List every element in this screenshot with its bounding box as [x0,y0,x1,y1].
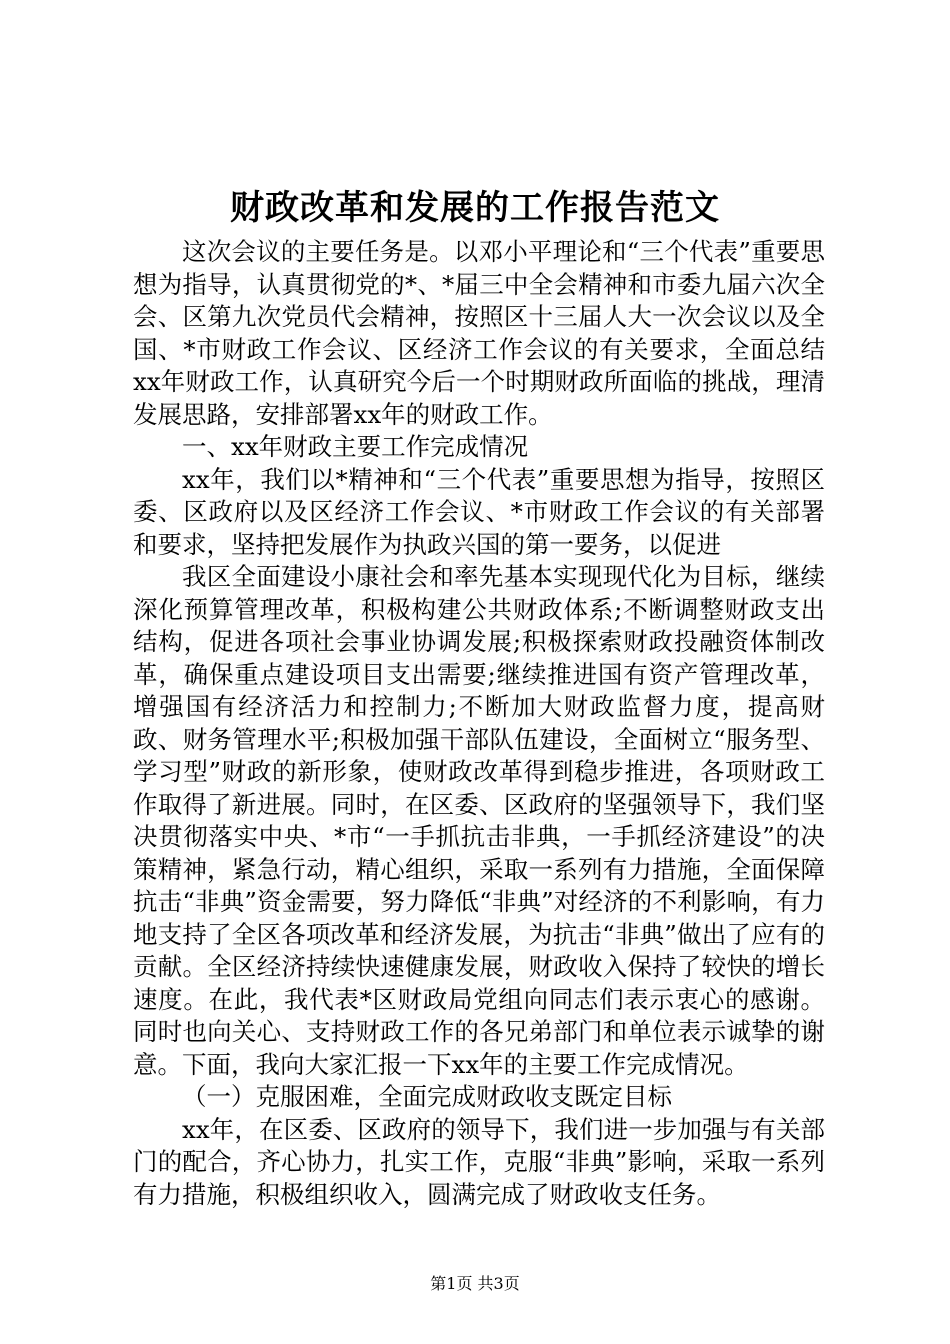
paragraph-achievements: 我区全面建设小康社会和率先基本实现现代化为目标，继续深化预算管理改革，积极构建公共财政体系;不断调整财政支出结构，促进各项社会事业协调发展;积极探索财政投融资体制改革，确保重点建设项目支出需要;继续推进国有资产管理改革，增强国有经济活力和控制力;不断加大财政监督力度，提高财政、财务管理水平;积极加强干部队伍建设，全面树立“服务型、学习型”财政的新形象，使财政改革得到稳步推进，各项财政工作取得了新进展。同时，在区委、区政府的坚强领导下，我们坚决贯彻落实中央、*市“一手抓抗击非典，一手抓经济建设”的决策精神，紧急行动，精心组织，采取一系列有力措施，全面保障抗击“非典”资金需要，努力降低“非典”对经济的不利影响，有力地支持了全区各项改革和经济发展，为抗击“非典”做出了应有的贡献。全区经济持续快速健康发展，财政收入保持了较快的增长速度。在此，我代表*区财政局党组向同志们表示衷心的感谢。同时也向关心、支持财政工作的各兄弟部门和单位表示诚挚的谢意。下面，我向大家汇报一下xx年的主要工作完成情况。 [133,562,825,1079]
paragraph-summary: xx年，我们以*精神和“三个代表”重要思想为指导，按照区委、区政府以及区经济工作会议、*市财政工作会议的有关部署和要求，坚持把发展作为执政兴国的第一要务，以促进 [133,464,825,559]
paragraph-revenue: xx年，在区委、区政府的领导下，我们进一步加强与有关部门的配合，齐心协力，扎实工作，克服“非典”影响，采取一系列有力措施，积极组织收入，圆满完成了财政收支任务。 [133,1114,825,1209]
document-body [133,236,825,1211]
document-title: 财政改革和发展的工作报告范文 [230,188,720,228]
paragraph-intro: 这次会议的主要任务是。以邓小平理论和“三个代表”重要思想为指导，认真贯彻党的*、*届三中全会精神和市委九届六次全会、区第九次党员代会精神，按照区十三届人大一次会议以及全国、*市财政工作会议、区经济工作会议的有关要求，全面总结xx年财政工作，认真研究今后一个时期财政所面临的挑战，理清发展思路，安排部署xx年的财政工作。 [133,237,825,429]
subsection-heading-1: （一）克服困难，全面完成财政收支既定目标 [182,1082,672,1111]
page-footer: 第1页 共3页 [430,1274,520,1293]
section-heading-1: 一、xx年财政主要工作完成情况 [182,432,529,461]
